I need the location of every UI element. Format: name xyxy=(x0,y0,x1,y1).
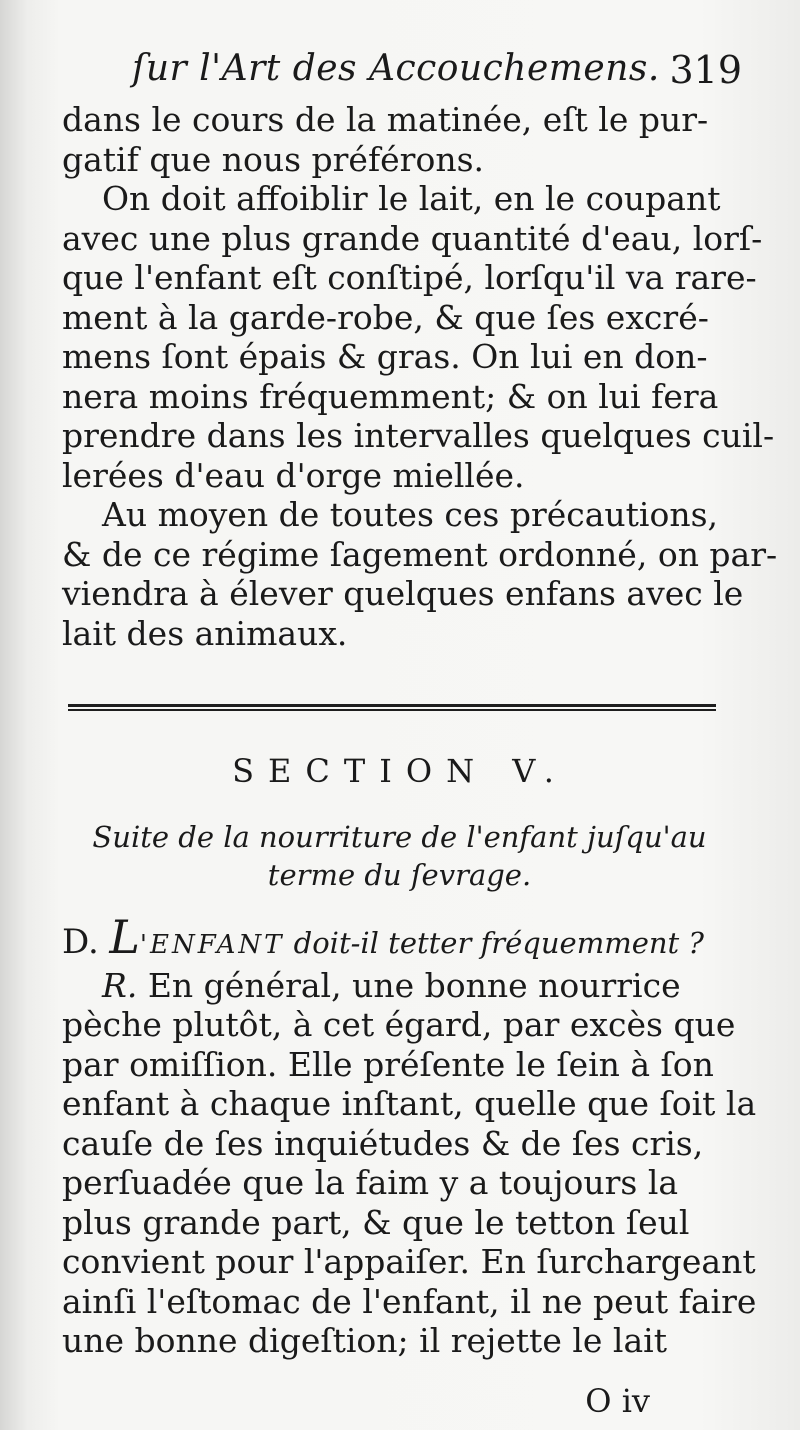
section-subtitle-line: terme du ſevrage. xyxy=(267,858,532,892)
paragraph-3 xyxy=(62,495,778,653)
running-title: ſur l'Art des Accouchemens. xyxy=(132,48,660,89)
text-line: On doit affoiblir le lait, en le coupant xyxy=(102,179,721,218)
question-label: D. xyxy=(62,922,99,962)
text-line: une bonne digeſtion; il rejette le lait xyxy=(62,1321,667,1360)
answer-text: En général, une bonne nourrice xyxy=(137,965,681,1005)
text-line: perſuadée que la faim y a toujours la xyxy=(62,1163,679,1202)
text-line: & de ce régime ſagement ordonné, on par- xyxy=(62,534,778,574)
text-line: nera moins fréquemment; & on lui fera xyxy=(62,376,719,416)
text-line: ainſi l'eſtomac de l'enfant, il ne peut faire xyxy=(62,1281,757,1321)
text-line: par omiſſion. Elle préſente le ſein à ſon xyxy=(62,1044,714,1084)
text-line: que l'enfant eſt conſtipé, lorſqu'il va rare- xyxy=(62,258,757,297)
text-line: dans le cours de la matinée, eſt le pur- xyxy=(62,100,709,139)
section-divider-rule xyxy=(68,702,716,712)
text-line: gatif que nous préférons. xyxy=(62,139,485,179)
text-line: viendra à élever quelques enfans avec le xyxy=(62,574,744,613)
drop-cap: L xyxy=(109,910,140,964)
answer-paragraph xyxy=(62,965,757,1361)
qa-block xyxy=(62,910,757,1361)
text-line: lerées d'eau d'orge miellée. xyxy=(62,455,525,495)
page-gutter xyxy=(0,0,28,1430)
page-header xyxy=(62,44,742,104)
answer-first-line xyxy=(62,966,737,1006)
paragraph-2 xyxy=(62,179,775,495)
question-text: doit-il tetter fréquemment ? xyxy=(284,926,704,960)
text-line: avec une plus grande quantité d'eau, lorſ- xyxy=(62,218,763,258)
text-line: prendre dans les intervalles quelques cuil- xyxy=(62,416,775,455)
body-text-top xyxy=(62,100,778,653)
text-line: mens ſont épais & gras. On lui en don- xyxy=(62,337,708,376)
page-number: 319 xyxy=(669,48,742,92)
signature-mark: O iv xyxy=(585,1382,650,1420)
text-line: enfant à chaque inſtant, quelle que ſoit la xyxy=(62,1084,757,1123)
answer-label: R. xyxy=(102,965,138,1005)
text-line: plus grande part, & que le tetton ſeul xyxy=(62,1202,690,1242)
section-subtitle xyxy=(62,818,737,894)
text-line: pèche plutôt, à cet égard, par excès que xyxy=(62,1005,736,1044)
text-line: convient pour l'appaiſer. En ſurchargeant xyxy=(62,1242,756,1281)
paragraph-1 xyxy=(62,100,737,179)
text-line: ment à la garde-robe, & que ſes excré- xyxy=(62,297,709,337)
question-line xyxy=(62,910,737,966)
text-line: lait des animaux. xyxy=(62,613,348,653)
text-line: Au moyen de toutes ces précautions, xyxy=(102,495,719,534)
question-caps: 'ENFANT xyxy=(139,930,285,960)
text-line: cauſe de ſes inquiétudes & de ſes cris, xyxy=(62,1123,704,1163)
section-subtitle-line: Suite de la nourriture de l'enfant juſqu'au xyxy=(92,820,707,854)
section-heading: SECTION V. xyxy=(232,752,568,790)
